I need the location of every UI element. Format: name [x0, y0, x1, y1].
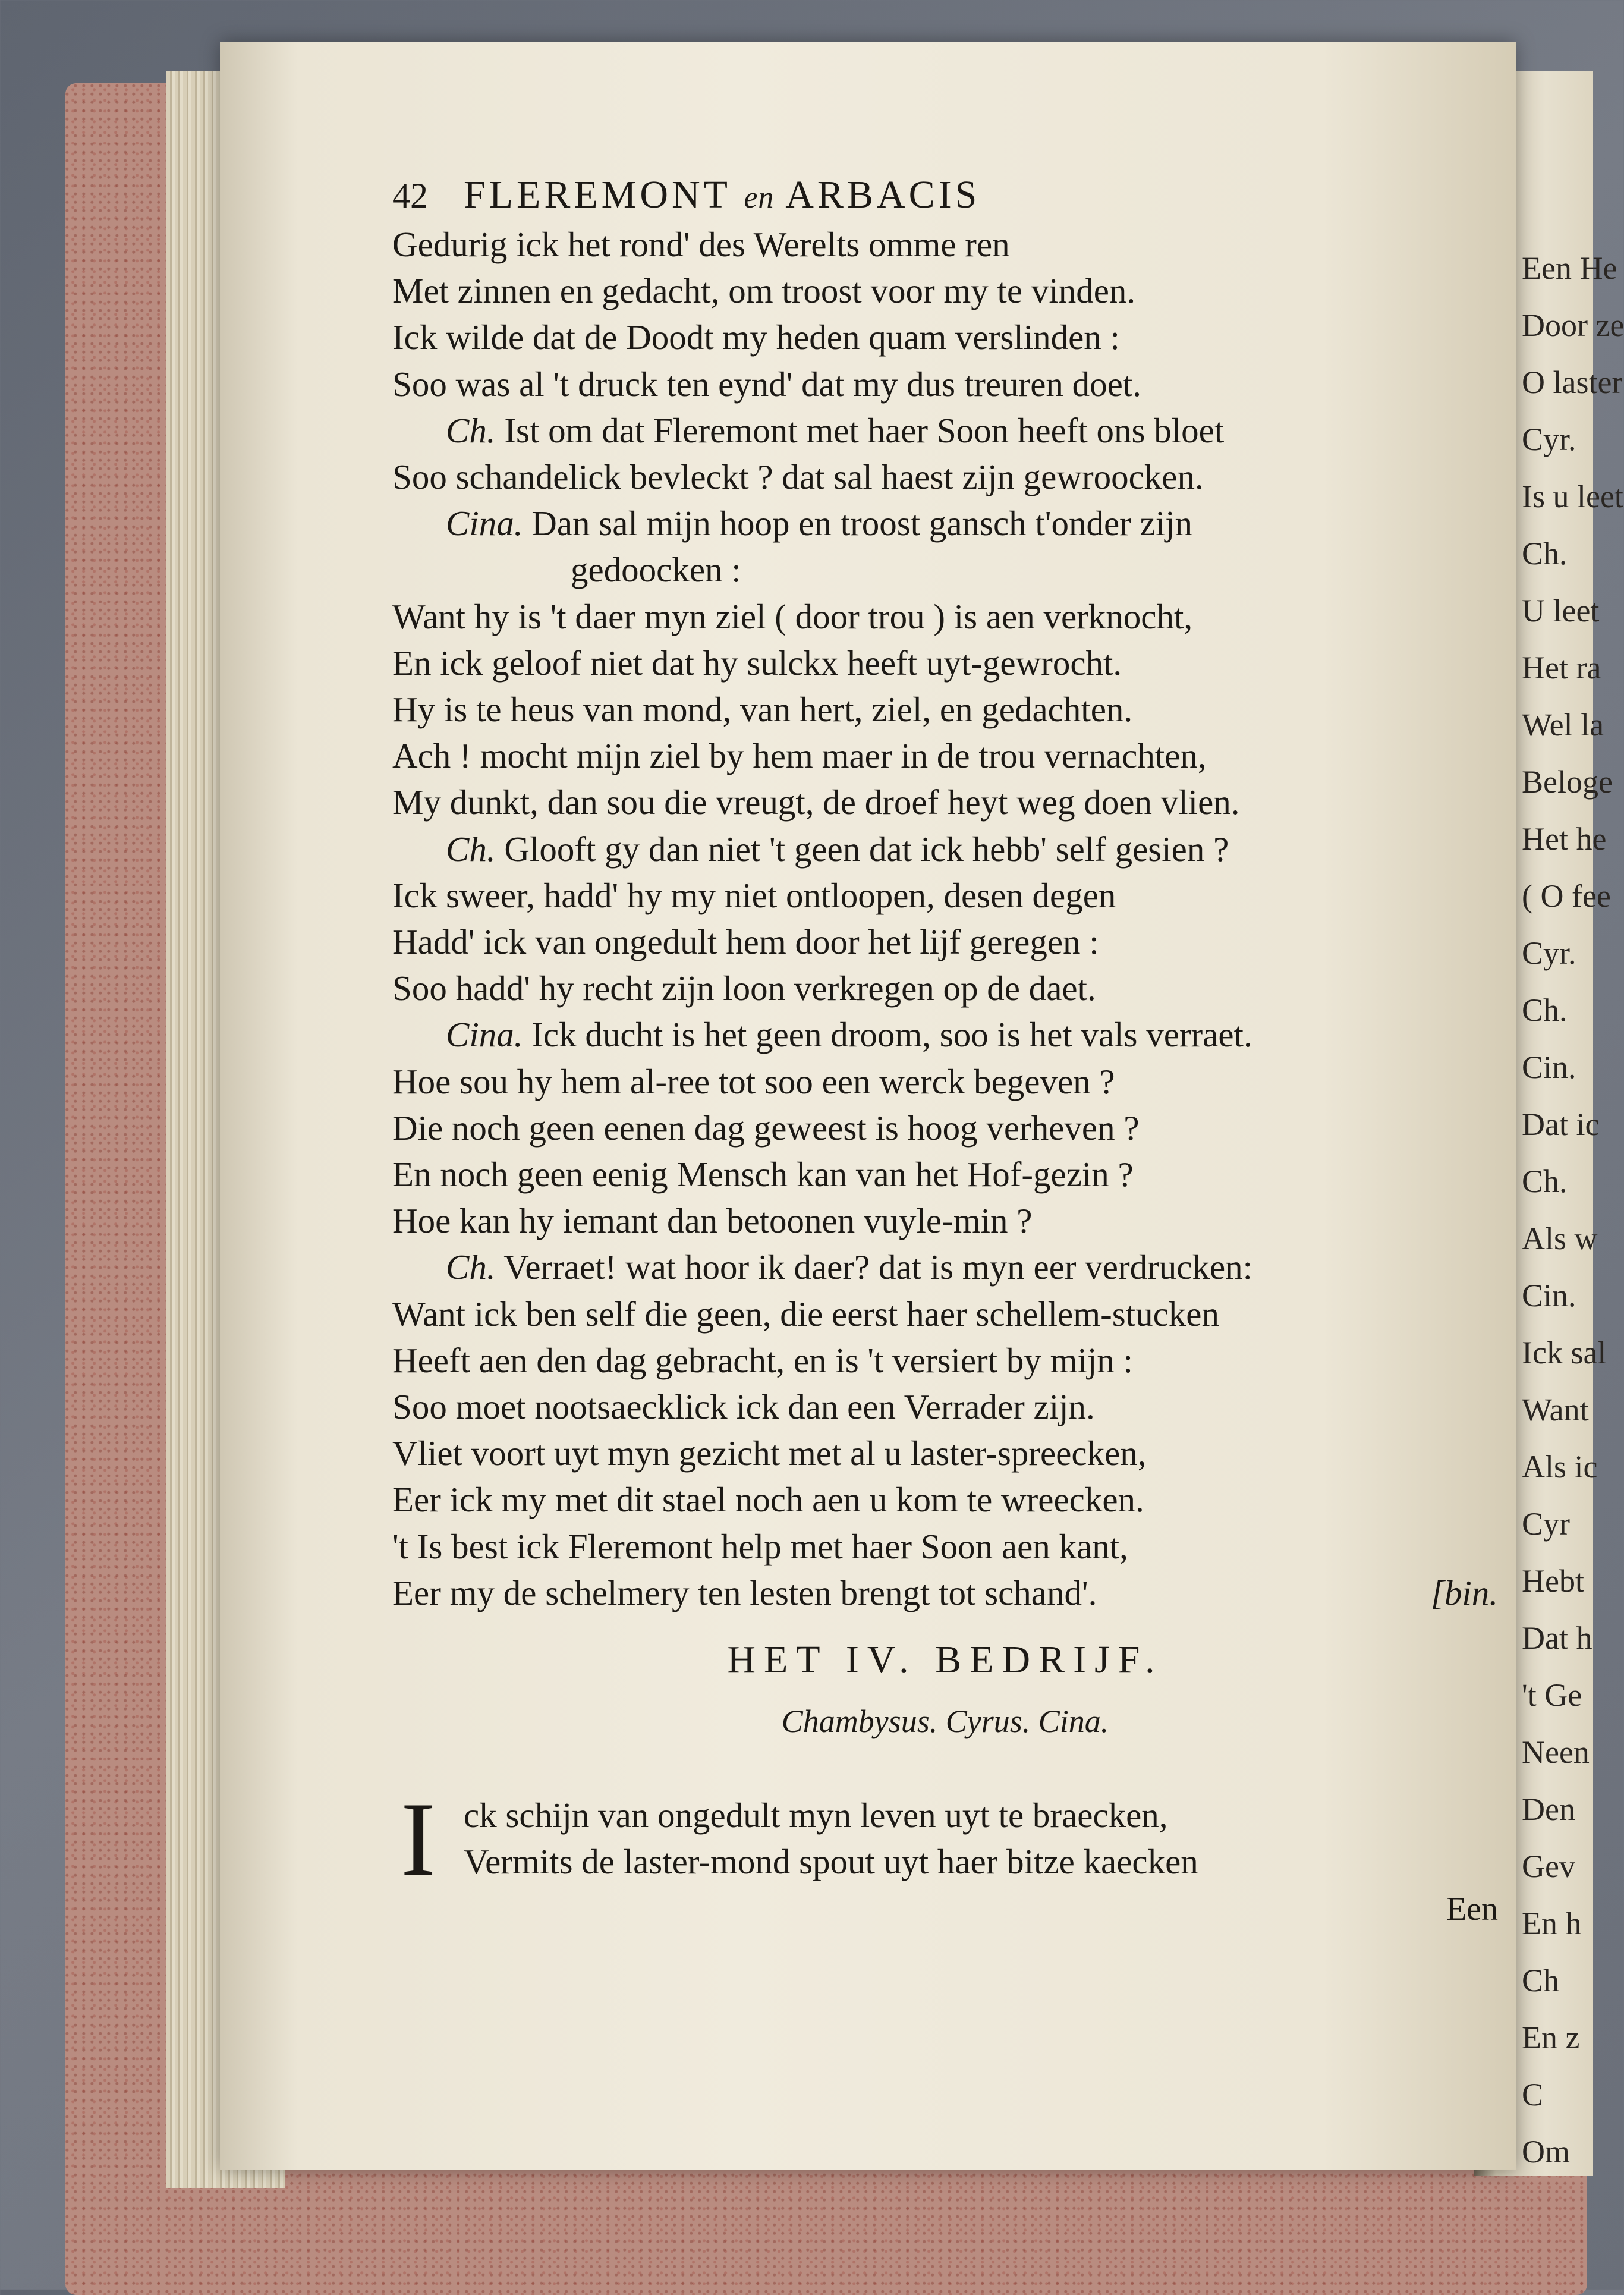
verse-line	[392, 1244, 1498, 1290]
verse-line	[392, 919, 1498, 965]
cast-list: Chambysus. Cyrus. Cina.	[781, 1703, 1109, 1740]
verse-line	[392, 1476, 1498, 1523]
verse-text: Ick wilde dat de Doodt my heden quam verslinden :	[392, 317, 1120, 357]
facing-page-fragment: Cin.	[1522, 1049, 1576, 1085]
facing-page-fragment: En h	[1522, 1906, 1582, 1941]
verse-line	[392, 454, 1498, 500]
facing-page-fragment: Neen	[1522, 1734, 1590, 1770]
verse-line: ck schijn van ongedult myn leven uyt te braecken,	[464, 1796, 1168, 1835]
speaker-label: Cina.	[446, 504, 523, 543]
facing-page-fragment: Het he	[1522, 821, 1607, 857]
verse-line	[392, 1430, 1498, 1476]
verse-text: Die noch geen eenen dag geweest is hoog verheven ?	[392, 1108, 1140, 1148]
catchword: Een	[1446, 1890, 1498, 1928]
verse-line	[392, 1384, 1498, 1430]
verse-text: 't Is best ick Fleremont help met haer Soon aen kant,	[392, 1526, 1128, 1566]
verse-text: Hoe kan hy iemant dan betoonen vuyle-min ?	[392, 1201, 1033, 1241]
verse-line	[392, 1011, 1498, 1058]
verse-line	[392, 268, 1498, 314]
speaker-label: Ch.	[446, 1247, 496, 1287]
facing-page-fragment: Beloge	[1522, 764, 1613, 800]
verse-line	[392, 1105, 1498, 1151]
facing-page-fragment: Is u leet	[1522, 479, 1623, 514]
verse-text: Hoe sou hy hem al-ree tot soo een werck begeven ?	[392, 1061, 1115, 1101]
verse-line	[392, 1523, 1498, 1570]
verse-text: Hy is te heus van mond, van hert, ziel, en gedachten.	[392, 690, 1133, 730]
page-number: 42	[392, 176, 428, 215]
title-mid: en	[744, 181, 775, 215]
speaker-label: Ch.	[446, 410, 496, 450]
verse-line	[392, 1058, 1498, 1105]
verse-text: Hadd' ick van ongedult hem door het lijf geregen :	[392, 922, 1099, 962]
verse-line	[392, 872, 1498, 919]
verse-text: Gedurig ick het rond' des Werelts omme ren	[392, 225, 1010, 264]
facing-page-fragment: Cyr.	[1522, 422, 1576, 457]
facing-page-fragment: Den	[1522, 1791, 1575, 1827]
speaker-label: Ch.	[446, 829, 496, 869]
verse-line	[392, 593, 1498, 640]
facing-page-fragment: Wel la	[1522, 707, 1604, 743]
facing-page-fragment: Ch.	[1522, 992, 1568, 1028]
facing-page-fragment: Als w	[1522, 1221, 1598, 1256]
facing-page-fragment: 't Ge	[1522, 1677, 1582, 1713]
facing-page-fragment: C	[1522, 2077, 1544, 2112]
verse-line	[392, 686, 1498, 732]
verse-line	[392, 314, 1498, 360]
facing-page-fragment: U leet	[1522, 593, 1600, 628]
verse-text: Soo moet nootsaecklick ick dan een Verrader zijn.	[392, 1387, 1095, 1427]
verse-text: Ach ! mocht mijn ziel by hem maer in de trou vernachten,	[392, 736, 1207, 776]
running-title	[464, 172, 980, 218]
verse-line	[392, 1151, 1498, 1197]
facing-page-fragment: Om	[1522, 2134, 1570, 2170]
facing-page-fragment: Cyr.	[1522, 935, 1576, 971]
facing-page-fragment: Hebt	[1522, 1563, 1584, 1599]
verse-text: Ick ducht is het geen droom, soo is het vals verraet.	[531, 1015, 1252, 1055]
verse-text: My dunkt, dan sou die vreugt, de droef heyt weg doen vlien.	[392, 782, 1240, 822]
facing-page-fragment: Cyr	[1522, 1506, 1570, 1542]
facing-page-fragment: Een He	[1522, 250, 1617, 286]
facing-page-fragment: Want	[1522, 1392, 1589, 1428]
facing-page-fragment: Dat ic	[1522, 1106, 1600, 1142]
drop-cap: I	[401, 1780, 436, 1898]
page-text	[392, 172, 1498, 1928]
verse-line	[392, 965, 1498, 1011]
verse-line	[392, 407, 1498, 454]
verse-line	[392, 361, 1498, 407]
verse-text: Heeft aen den dag gebracht, en is 't versiert by mijn :	[392, 1340, 1133, 1380]
verse-line	[392, 779, 1498, 825]
title-left: FLEREMONT	[464, 173, 731, 216]
facing-page-fragment: O laster	[1522, 364, 1623, 400]
facing-page-fragment: En z	[1522, 2020, 1580, 2055]
verse-text: Vliet voort uyt myn gezicht met al u laster-spreecken,	[392, 1433, 1147, 1473]
verse-text: Verraet! wat hoor ik daer? dat is myn eer verdrucken:	[503, 1247, 1253, 1287]
verse-text: Ist om dat Fleremont met haer Soon heeft ons bloet	[504, 410, 1225, 450]
verse-text: Glooft gy dan niet 't geen dat ick hebb' self gesien ?	[504, 829, 1229, 869]
verse-line	[392, 1291, 1498, 1337]
verse-text: Soo hadd' hy recht zijn loon verkregen op de daet.	[392, 969, 1096, 1008]
act-opening	[392, 1780, 1498, 1898]
verse-line	[392, 640, 1498, 686]
verse-text: gedoocken :	[571, 550, 741, 590]
verse-text: Eer my de schelmery ten lesten brengt tot schand'.	[392, 1573, 1097, 1612]
running-header	[392, 172, 1498, 220]
verse-text: Eer ick my met dit stael noch aen u kom te wreecken.	[392, 1480, 1144, 1520]
verse-line	[392, 732, 1498, 779]
verse-line	[392, 1197, 1498, 1244]
verse-line	[392, 826, 1498, 872]
verse-text: En noch geen eenig Mensch kan van het Hof-gezin ?	[392, 1155, 1134, 1194]
verse-line	[392, 1570, 1498, 1616]
verse-text: Soo schandelick bevleckt ? dat sal haest zijn gewroocken.	[392, 457, 1204, 497]
title-right: ARBACIS	[785, 173, 981, 216]
verse-text: Want ick ben self die geen, die eerst haer schellem-stucken	[392, 1294, 1219, 1334]
stage-direction: [bin.	[1430, 1573, 1498, 1612]
facing-page-fragment: Dat h	[1522, 1620, 1592, 1656]
facing-page-fragment: ( O fee	[1522, 878, 1611, 914]
verse-text: Ick sweer, hadd' hy my niet ontloopen, desen degen	[392, 875, 1116, 915]
facing-page-fragment: Ick sal	[1522, 1335, 1607, 1370]
verse-lines	[392, 221, 1498, 1616]
facing-page-fragment: Cin.	[1522, 1278, 1576, 1313]
verse-text: Soo was al 't druck ten eynd' dat my dus treuren doet.	[392, 364, 1141, 404]
facing-page-fragment: Door ze	[1522, 307, 1624, 343]
verse-text: Want hy is 't daer myn ziel ( door trou ) is aen verknocht,	[392, 596, 1193, 636]
facing-page-fragment: Het ra	[1522, 650, 1601, 686]
facing-page-fragment: Ch.	[1522, 1164, 1568, 1199]
verse-text: Dan sal mijn hoop en troost gansch t'onder zijn	[531, 504, 1193, 543]
verse-line	[392, 500, 1498, 546]
verse-line	[392, 221, 1498, 268]
facing-page-fragment: Als ic	[1522, 1449, 1598, 1485]
verse-text: En ick geloof niet dat hy sulckx heeft uyt-gewrocht.	[392, 643, 1122, 683]
speaker-label: Cina.	[446, 1015, 523, 1055]
facing-page-fragment: Ch.	[1522, 536, 1568, 571]
verse-line	[392, 1337, 1498, 1384]
verse-line: Vermits de laster-mond spout uyt haer bitze kaecken	[464, 1842, 1198, 1882]
act-title: HET IV. BEDRIJF.	[727, 1638, 1163, 1682]
facing-page-fragment: Gev	[1522, 1848, 1575, 1884]
facing-page-fragment: Ch	[1522, 1963, 1560, 1998]
verse-line	[392, 546, 1498, 593]
verse-text: Met zinnen en gedacht, om troost voor my te vinden.	[392, 271, 1136, 311]
